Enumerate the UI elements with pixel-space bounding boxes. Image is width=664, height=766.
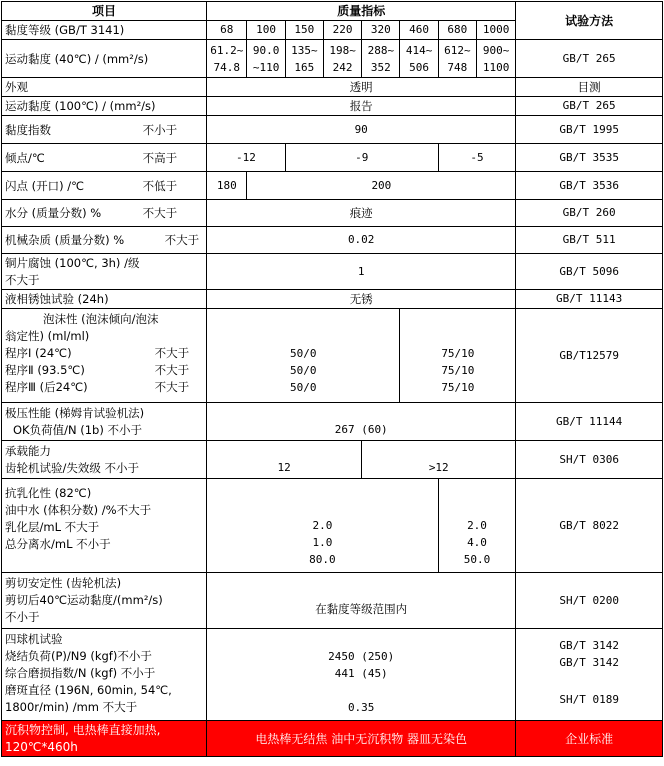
- grade-label: 黏度等级 (GB/T 3141): [2, 21, 207, 40]
- impurities-method: GB/T 511: [516, 227, 663, 254]
- fourball-methods: GB/T 3142 GB/T 3142 SH/T 0189: [516, 629, 663, 721]
- vi-row: [2, 116, 663, 144]
- viscosity40-method: GB/T 265: [516, 40, 663, 78]
- copper-row: [2, 254, 663, 290]
- foam-left-values: 50/0 50/0 50/0: [207, 309, 400, 403]
- copper-limit: 不大于: [5, 272, 40, 287]
- flash-point-label: 闪点 (开口) /℃: [5, 178, 85, 193]
- flash-point-value: 180: [207, 172, 247, 200]
- shear-value: 在黏度等级范围内: [207, 573, 516, 629]
- vi-label: 黏度指数: [5, 122, 51, 137]
- foam-seq-3: 程序Ⅲ (后24℃) 不大于: [5, 380, 190, 394]
- water-method: GB/T 260: [516, 200, 663, 227]
- pour-point-value: -9: [285, 144, 438, 172]
- foam-seq-2: 程序Ⅱ (93.5℃) 不大于: [5, 363, 190, 377]
- impurities-row: [2, 227, 663, 254]
- flash-point-method: GB/T 3536: [516, 172, 663, 200]
- appearance-value: 透明: [207, 78, 516, 97]
- foam-row: [2, 309, 663, 403]
- viscosity40-range: 414~ 506: [400, 40, 438, 78]
- viscosity100-label: 运动黏度 (100℃) / (mm²/s): [2, 97, 207, 116]
- viscosity40-range: 61.2~ 74.8: [207, 40, 247, 78]
- header-test-method: 试验方法: [516, 2, 663, 40]
- sludge-cell: 沉积物控制, 电热棒直接加热, 120℃*460h: [2, 721, 207, 757]
- rust-method: GB/T 11143: [516, 290, 663, 309]
- appearance-row: [2, 78, 663, 97]
- foam-seq-1: 程序Ⅰ (24℃) 不大于: [5, 346, 190, 360]
- water-row: [2, 200, 663, 227]
- foam-title-1: 泡沫性 (泡沫倾向/泡沫: [43, 312, 159, 326]
- vi-cell: [2, 116, 207, 144]
- sludge-value: 电热棒无结焦 油中无沉积物 器皿无染色: [207, 721, 516, 757]
- load-method: SH/T 0306: [516, 441, 663, 479]
- viscosity100-row: [2, 97, 663, 116]
- grade-cell: 220: [323, 21, 361, 40]
- foam-right-values: 75/10 75/10 75/10: [400, 309, 516, 403]
- grade-cell: 320: [362, 21, 400, 40]
- ep-value: 267 (60): [207, 403, 516, 441]
- vi-value: 90: [207, 116, 516, 144]
- impurities-value: 0.02: [207, 227, 516, 254]
- load-row: [2, 441, 663, 479]
- appearance-method: 目测: [516, 78, 663, 97]
- pour-point-method: GB/T 3535: [516, 144, 663, 172]
- copper-label: 铜片腐蚀 (100℃, 3h) /级: [5, 255, 140, 270]
- rust-row: [2, 290, 663, 309]
- grade-cell: 150: [285, 21, 323, 40]
- shear-method: SH/T 0200: [516, 573, 663, 629]
- ep-row: [2, 403, 663, 441]
- copper-method: GB/T 5096: [516, 254, 663, 290]
- fourball-values: 2450 (250) 441 (45) 0.35: [207, 629, 516, 721]
- viscosity40-range: 612~ 748: [438, 40, 476, 78]
- fourball-cell: 四球机试验 烧结负荷(P)/N9 (kgf)不小于 综合磨损指数/N (kgf) 不小于 磨斑直径 (196N, 60min, 54℃, 1800r/min) /mm 不大于: [2, 629, 207, 721]
- demuls-left-values: 2.0 1.0 80.0: [207, 479, 439, 573]
- vi-limit: 不小于: [142, 122, 178, 137]
- load-left-value: 12: [207, 441, 362, 479]
- viscosity40-range: 288~ 352: [362, 40, 400, 78]
- impurities-label: 机械杂质 (质量分数) %: [5, 233, 125, 247]
- header-row: [2, 2, 663, 21]
- header-item: 项目: [2, 2, 207, 21]
- copper-value: 1: [207, 254, 516, 290]
- sludge-row: [2, 721, 663, 757]
- fourball-row: [2, 629, 663, 721]
- water-label: 水分 (质量分数) %: [5, 206, 102, 220]
- sludge-method: 企业标准: [516, 721, 663, 757]
- spec-table: [1, 1, 663, 757]
- demuls-right-values: 2.0 4.0 50.0: [438, 479, 516, 573]
- pour-point-limit: 不高于: [142, 150, 178, 165]
- water-value: 痕迹: [207, 200, 516, 227]
- viscosity40-range: 198~ 242: [323, 40, 361, 78]
- foam-method: GB/T12579: [516, 309, 663, 403]
- viscosity40-range: 900~ 1100: [476, 40, 515, 78]
- pour-point-value: -12: [207, 144, 286, 172]
- ep-method: GB/T 11144: [516, 403, 663, 441]
- rust-label: 液相锈蚀试验 (24h): [2, 290, 207, 309]
- ep-cell: 极压性能 (梯姆肯试验机法) OK负荷值/N (1b) 不小于: [2, 403, 207, 441]
- viscosity40-label: 运动黏度 (40℃) / (mm²/s): [2, 40, 207, 78]
- vi-method: GB/T 1995: [516, 116, 663, 144]
- viscosity100-method: GB/T 265: [516, 97, 663, 116]
- viscosity40-row: [2, 40, 663, 78]
- header-quality-index: 质量指标: [207, 2, 516, 21]
- impurities-cell: [2, 227, 207, 254]
- grade-cell: 680: [438, 21, 476, 40]
- foam-title-2: 翁定性) (ml/ml): [5, 329, 90, 343]
- viscosity40-range: 90.0 ~110: [247, 40, 285, 78]
- pour-point-label: 倾点/℃: [5, 150, 45, 165]
- water-cell: [2, 200, 207, 227]
- shear-row: [2, 573, 663, 629]
- rust-value: 无锈: [207, 290, 516, 309]
- load-cell: 承载能力 齿轮机试验/失效级 不小于: [2, 441, 207, 479]
- flash-point-limit: 不低于: [142, 178, 178, 193]
- impurities-limit: 不大于: [164, 233, 200, 247]
- foam-cell: [2, 309, 207, 403]
- shear-cell: 剪切安定性 (齿轮机法) 剪切后40℃运动黏度/(mm²/s) 不小于: [2, 573, 207, 629]
- demuls-cell: 抗乳化性 (82℃) 油中水 (体积分数) /%不大于 乳化层/mL 不大于 总分离水/mL 不小于: [2, 479, 207, 573]
- demuls-method: GB/T 8022: [516, 479, 663, 573]
- load-right-value: >12: [362, 441, 516, 479]
- pour-point-value: -5: [438, 144, 516, 172]
- copper-cell: [2, 254, 207, 290]
- flash-point-cell: [2, 172, 207, 200]
- grade-cell: 460: [400, 21, 438, 40]
- flash-point-value: 200: [247, 172, 516, 200]
- pour-point-row: [2, 144, 663, 172]
- appearance-label: 外观: [2, 78, 207, 97]
- viscosity100-value: 报告: [207, 97, 516, 116]
- grade-cell: 100: [247, 21, 285, 40]
- demuls-row: [2, 479, 663, 573]
- viscosity40-range: 135~ 165: [285, 40, 323, 78]
- pour-point-cell: [2, 144, 207, 172]
- grade-cell: 68: [207, 21, 247, 40]
- water-limit: 不大于: [142, 206, 178, 220]
- grade-cell: 1000: [476, 21, 515, 40]
- flash-point-row: [2, 172, 663, 200]
